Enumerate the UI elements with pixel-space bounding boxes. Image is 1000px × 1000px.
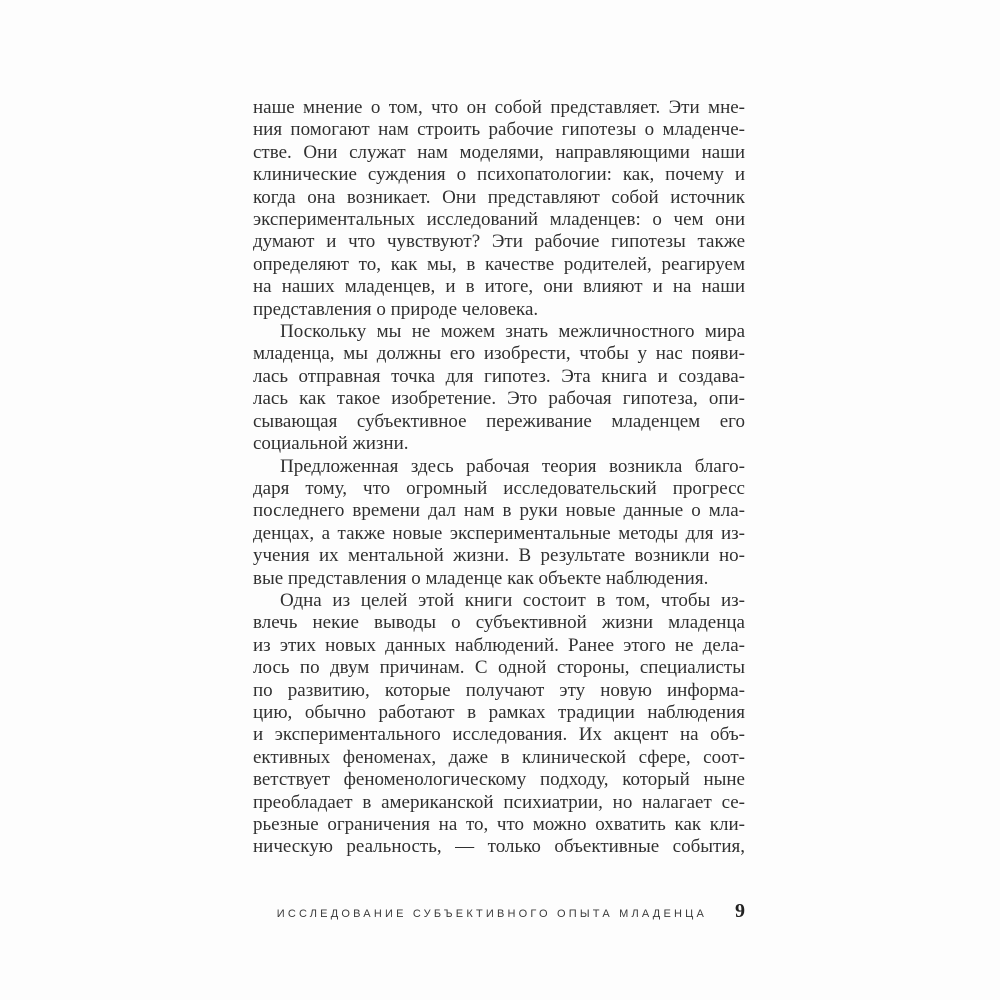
text-line: лась отправная точка для гипотез. Эта книга и создава- <box>253 365 745 387</box>
text-line: думают и что чувствуют? Эти рабочие гипотезы также <box>253 231 745 253</box>
paragraph <box>253 321 745 455</box>
text-line: Одна из целей этой книги состоит в том, чтобы из- <box>280 589 745 611</box>
text-line: определяют то, как мы, в качестве родителей, реагируем <box>253 253 745 275</box>
text-line: представления о природе человека. <box>253 298 539 320</box>
paragraph <box>253 456 745 590</box>
text-line: ективных феноменах, даже в клинической сфере, соот- <box>253 746 745 768</box>
text-line: экспериментальных исследований младенцев: о чем они <box>253 209 745 231</box>
text-line: сывающая субъективное переживание младенцем его <box>253 410 745 432</box>
text-line: последнего времени дал нам в руки новые данные о мла- <box>253 500 745 522</box>
text-line: клинические суждения о психопатологии: как, почему и <box>253 164 745 186</box>
text-line: по развитию, которые получают эту новую информа- <box>253 679 745 701</box>
text-line: стве. Они служат нам моделями, направляющими наши <box>253 141 745 163</box>
text-line: младенца, мы должны его изобрести, чтобы у нас появи- <box>253 343 745 365</box>
text-line: лась как такое изобретение. Это рабочая гипотеза, опи- <box>253 388 745 410</box>
text-line: наше мнение о том, что он собой представляет. Эти мне- <box>253 97 745 118</box>
text-line: преобладает в американской психиатрии, но налагает се- <box>253 791 745 813</box>
page-text-block <box>253 97 745 859</box>
running-title: ИССЛЕДОВАНИЕ СУБЪЕКТИВНОГО ОПЫТА МЛАДЕНЦА <box>276 908 707 920</box>
text-line: на наших младенцев, и в итоге, они влияют и на наши <box>253 276 745 298</box>
text-line: влечь некие выводы о субъективной жизни младенца <box>253 612 745 634</box>
text-line: даря тому, что огромный исследовательский прогресс <box>253 477 745 499</box>
paragraph <box>253 97 745 321</box>
text-line: Предложенная здесь рабочая теория возникла благо- <box>280 455 745 477</box>
text-line: вые представления о младенце как объекте наблюдения. <box>253 567 709 589</box>
text-line: цию, обычно работают в рамках традиции наблюдения <box>253 701 745 723</box>
page-footer <box>253 900 745 923</box>
text-line: и экспериментального исследования. Их акцент на объ- <box>253 724 745 746</box>
paragraph <box>253 590 745 859</box>
text-line: ветствует феноменологическому подходу, который ныне <box>253 769 745 791</box>
text-line: рьезные ограничения на то, что можно охватить как кли- <box>253 814 745 835</box>
text-line: ния помогают нам строить рабочие гипотезы о младенче- <box>253 119 745 141</box>
text-line: когда она возникает. Они представляют собой источник <box>253 186 745 208</box>
text-line: денцах, а также новые экспериментальные методы для из- <box>253 522 745 544</box>
text-line: лось по двум причинам. С одной стороны, специалисты <box>253 657 745 679</box>
page-number: 9 <box>735 900 745 922</box>
text-line: ническую реальность, — только объективные события, <box>253 836 745 858</box>
text-line: из этих новых данных наблюдений. Ранее этого не дела- <box>253 634 745 656</box>
text-line: Поскольку мы не можем знать межличностного мира <box>280 321 745 343</box>
text-line: социальной жизни. <box>253 433 409 455</box>
text-line: учения их ментальной жизни. В результате возникли но- <box>253 545 745 567</box>
